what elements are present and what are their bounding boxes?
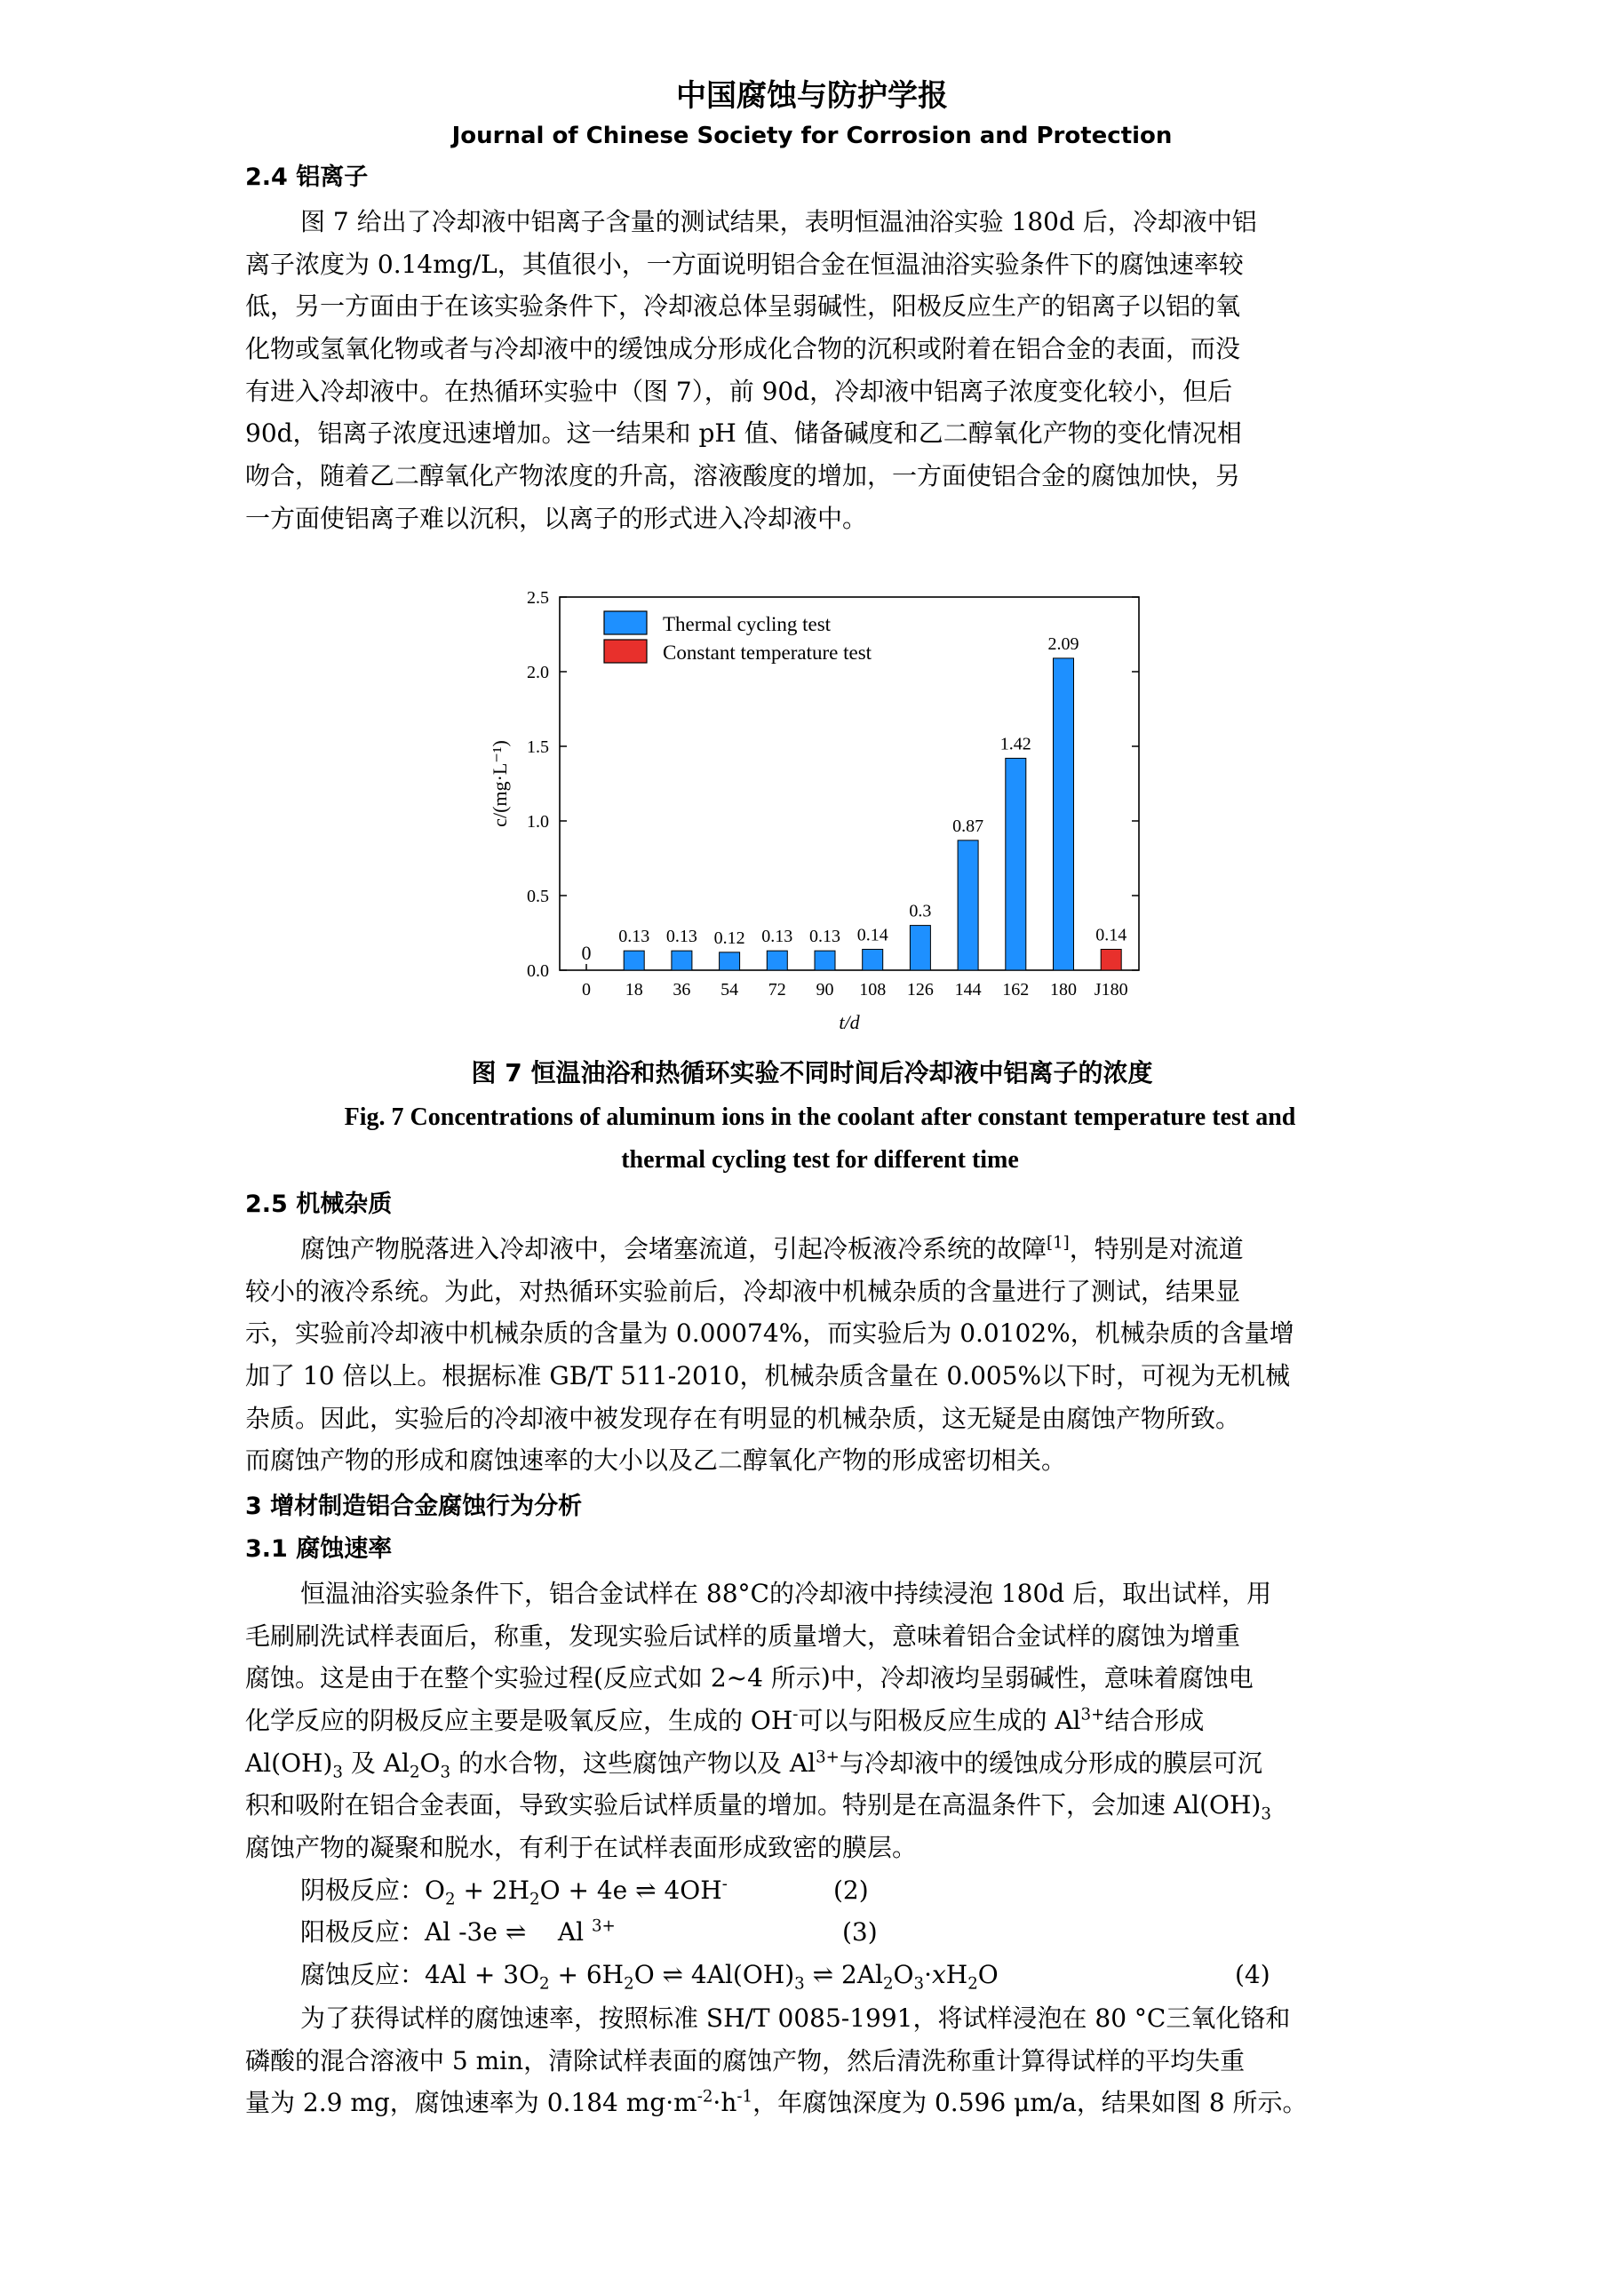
- x-tick-label: 72: [768, 980, 786, 1000]
- legend-swatch-thermal: [604, 611, 647, 634]
- figure-7-bar-chart: [480, 577, 1173, 1039]
- legend-swatch-constant: [604, 640, 647, 663]
- text-segment: 及 Al: [342, 1748, 410, 1778]
- data-label: 0.13: [665, 927, 697, 947]
- text-segment: O: [419, 1748, 441, 1778]
- subscript: 3: [913, 1974, 925, 1994]
- data-label: 0.13: [761, 927, 793, 947]
- text-line: 示，实验前冷却液中机械杂质的含量为 0.00074%，而实验后为 0.0102%，机械杂质的含量增: [245, 1318, 1294, 1349]
- text-line: 而腐蚀产物的形成和腐蚀速率的大小以及乙二醇氧化产物的形成密切相关。: [245, 1446, 1067, 1476]
- y-axis-label: c/(mg·L⁻¹): [489, 740, 511, 827]
- equation-text: O: [893, 1960, 914, 1989]
- data-label: 0: [581, 942, 592, 964]
- equation-text: 阳极反应：Al -3e ⇌ Al: [300, 1917, 592, 1947]
- text-line: 杂质。因此，实验后的冷却液中被发现存在有明显的机械杂质，这无疑是由腐蚀产物所致。: [245, 1403, 1241, 1433]
- superscript: -: [721, 1875, 728, 1894]
- subscript: 3: [440, 1763, 451, 1782]
- text-line: 离子浓度为 0.14mg/L，其值很小，一方面说明铝合金在恒温油浴实验条件下的腐蚀速率较: [245, 249, 1244, 279]
- equation-text: x: [932, 1960, 946, 1989]
- text-line: 吻合，随着乙二醇氧化产物浓度的升高，溶液酸度的增加，一方面使铝合金的腐蚀加快，另: [245, 461, 1241, 491]
- superscript: 3+: [816, 1748, 840, 1767]
- text-segment: 结合形成: [1104, 1706, 1205, 1736]
- text-segment: 与冷却液中的缓蚀成分形成的膜层可沉: [839, 1748, 1262, 1778]
- subscript: 2: [529, 1890, 540, 1909]
- text-segment: 量为 2.9 mg，腐蚀速率为 0.184 mg·m: [245, 2088, 697, 2118]
- equation-text: H: [945, 1960, 968, 1989]
- text-line: 化物或氢氧化物或者与冷却液中的缓蚀成分形成化合物的沉积或附着在铝合金的表面，而没: [245, 334, 1241, 364]
- figure-caption-cn: 图 7 恒温油浴和热循环实验不同时间后冷却液中铝离子的浓度: [471, 1058, 1153, 1087]
- y-tick-label: 0.5: [527, 887, 549, 906]
- section-heading-2-4: 2.4 铝离子: [245, 163, 369, 191]
- equation-text: 腐蚀反应：4Al + 3O: [300, 1960, 540, 1989]
- legend-label-constant: Constant temperature test: [663, 641, 872, 664]
- text-segment: 的水合物，这些腐蚀产物以及 Al: [450, 1748, 816, 1778]
- data-label: 0.12: [713, 928, 745, 948]
- figure-caption-en: [245, 1096, 1395, 1182]
- x-tick-label: J180: [1094, 980, 1128, 1000]
- section-3-1-body: [245, 1573, 1395, 1869]
- bar: [815, 951, 835, 970]
- subscript: 2: [444, 1890, 456, 1909]
- subscript: 2: [967, 1974, 978, 1994]
- x-tick-label: 18: [625, 980, 643, 1000]
- subscript: 2: [539, 1974, 550, 1994]
- text-line: 腐蚀。这是由于在整个实验过程(反应式如 2~4 所示)中，冷却液均呈弱碱性，意味着腐蚀电: [245, 1663, 1254, 1693]
- bar: [1054, 658, 1074, 970]
- text-segment: ，特别是对流道: [1069, 1234, 1244, 1263]
- x-tick-label: 108: [859, 980, 887, 1000]
- bar: [672, 951, 692, 970]
- chart-legend: [604, 611, 872, 664]
- text-line: 有进入冷却液中。在热循环实验中（图 7），前 90d，冷却液中铝离子浓度变化较小，但后: [245, 376, 1233, 406]
- legend-label-thermal: Thermal cycling test: [663, 613, 832, 635]
- bar: [720, 952, 740, 970]
- text-line: 图 7 给出了冷却液中铝离子含量的测试结果，表明恒温油浴实验 180d 后，冷却液中铝: [300, 207, 1257, 236]
- subscript: 2: [409, 1763, 420, 1782]
- equation-text: + 6H: [549, 1960, 625, 1989]
- data-label: 2.09: [1047, 633, 1079, 654]
- y-tick-label: 2.5: [527, 588, 549, 608]
- equation-text: ·: [924, 1960, 932, 1989]
- x-tick-label: 36: [673, 980, 691, 1000]
- text-line: 恒温油浴实验条件下，铝合金试样在 88°C的冷却液中持续浸泡 180d 后，取出试样，用: [300, 1579, 1272, 1608]
- bar: [863, 949, 883, 970]
- x-tick-label: 144: [954, 980, 982, 1000]
- y-tick-label: 1.5: [527, 737, 549, 757]
- text-segment: 化学反应的阴极反应主要是吸氧反应，生成的 OH: [245, 1706, 793, 1736]
- text-line: [245, 1700, 1395, 1742]
- superscript: -: [792, 1705, 799, 1724]
- data-label: 0.14: [1095, 925, 1127, 945]
- text-line: 毛刷刷洗试样表面后，称重，发现实验后试样的质量增大，意味着铝合金试样的腐蚀为增重: [245, 1621, 1241, 1651]
- text-segment: 可以与阳极反应生成的 Al: [798, 1706, 1081, 1736]
- subscript: 3: [1261, 1805, 1271, 1825]
- subscript: 3: [794, 1974, 805, 1994]
- x-tick-label: 0: [582, 980, 591, 1000]
- bar: [958, 840, 978, 970]
- journal-title-cn: 中国腐蚀与防护学报: [676, 78, 948, 114]
- section-heading-3-1: 3.1 腐蚀速率: [245, 1535, 393, 1563]
- data-label: 0.14: [856, 925, 888, 945]
- journal-title-en: Journal of Chinese Society for Corrosion and Protection: [451, 123, 1173, 149]
- text-line: 一方面使铝离子难以沉积，以离子的形式进入冷却液中。: [245, 503, 868, 533]
- subscript: 3: [332, 1763, 343, 1782]
- text-segment: 积和吸附在铝合金表面，导致实验后试样质量的增加。特别是在高温条件下，会加速 Al(OH): [245, 1790, 1262, 1820]
- section-heading-2-5: 2.5 机械杂质: [245, 1191, 393, 1218]
- citation-ref[interactable]: [1]: [1047, 1233, 1070, 1253]
- bar: [1006, 758, 1026, 970]
- text-line: 加了 10 倍以上。根据标准 GB/T 511-2010，机械杂质含量在 0.005%以下时，可视为无机械: [245, 1361, 1291, 1391]
- text-line: 90d，铝离子浓度迅速增加。这一结果和 pH 值、储备碱度和乙二醇氧化产物的变化情况相: [245, 418, 1242, 449]
- data-label: 0.13: [809, 927, 840, 947]
- text-line: 腐蚀产物的凝聚和脱水，有利于在试样表面形成致密的膜层。: [245, 1833, 918, 1863]
- equation-text: + 2H: [455, 1876, 530, 1905]
- text-line: 为了获得试样的腐蚀速率，按照标准 SH/T 0085-1991，将试样浸泡在 80 °C三氧化铬和: [300, 2003, 1291, 2033]
- caption-en-line-1: Fig. 7 Concentrations of aluminum ions in the coolant after constant temperature test and: [344, 1103, 1296, 1131]
- text-line: [245, 1228, 1395, 1270]
- x-tick-label: 54: [720, 980, 739, 1000]
- bar: [624, 951, 644, 970]
- text-line: [245, 1742, 1395, 1785]
- superscript: -1: [736, 2088, 753, 2107]
- superscript: 3+: [1080, 1705, 1105, 1724]
- equation-text: 阴极反应：O: [300, 1876, 445, 1905]
- bar: [767, 951, 787, 970]
- bar: [1101, 949, 1121, 970]
- y-tick-label: 1.0: [527, 812, 549, 832]
- text-line: 磷酸的混合溶液中 5 min，清除试样表面的腐蚀产物，然后清洗称重计算得试样的平均失重: [245, 2045, 1246, 2075]
- text-line: 较小的液冷系统。为此，对热循环实验前后，冷却液中机械杂质的含量进行了测试，结果显: [245, 1276, 1241, 1306]
- caption-en-line-2: thermal cycling test for different time: [621, 1146, 1019, 1174]
- equation-3: [300, 1911, 616, 1954]
- equation-4: [300, 1954, 999, 1996]
- equation-2: [300, 1869, 728, 1912]
- y-tick-label: 0.0: [527, 961, 549, 981]
- text-line: [245, 1784, 1395, 1827]
- section-2-5-body: [245, 1228, 1395, 1482]
- equation-text: O ⇌ 4Al(OH): [633, 1960, 795, 1989]
- text-segment: ，年腐蚀深度为 0.596 μm/a，结果如图 8 所示。: [752, 2088, 1308, 2118]
- equation-text: O: [977, 1960, 999, 1989]
- data-label: 0.87: [952, 816, 984, 836]
- text-segment: Al(OH): [245, 1748, 333, 1778]
- x-axis-label: t/d: [839, 1011, 860, 1033]
- x-tick-label: 162: [1002, 980, 1030, 1000]
- x-tick-label: 126: [906, 980, 934, 1000]
- data-label: 0.13: [618, 927, 650, 947]
- equation-text: ⇌ 2Al: [804, 1960, 883, 1989]
- x-tick-label: 90: [816, 980, 834, 1000]
- bar: [910, 926, 930, 970]
- text-line: 低，另一方面由于在该实验条件下，冷却液总体呈弱碱性，阳极反应生产的铝离子以铝的氧: [245, 291, 1241, 322]
- text-line: [245, 2082, 1395, 2124]
- subscript: 2: [882, 1974, 894, 1994]
- equation-text: O + 4e ⇌ 4OH: [539, 1876, 722, 1905]
- data-label: 1.42: [999, 734, 1031, 754]
- data-label: 0.3: [909, 901, 932, 921]
- equation-number-3: (3): [842, 1917, 878, 1947]
- text-segment: 腐蚀产物脱落进入冷却液中，会堵塞流道，引起冷板液冷系统的故障: [300, 1234, 1047, 1263]
- section-2-4-body: [245, 201, 1395, 540]
- subscript: 2: [624, 1974, 634, 1994]
- equation-number-4: (4): [1235, 1960, 1270, 1989]
- y-tick-label: 2.0: [527, 663, 549, 682]
- superscript: 3+: [591, 1916, 616, 1936]
- x-tick-label: 180: [1050, 980, 1077, 1000]
- equation-number-2: (2): [833, 1876, 869, 1905]
- section-3-1-body-cont: [245, 1997, 1395, 2124]
- superscript: -2: [697, 2088, 713, 2107]
- section-heading-3: 3 增材制造铝合金腐蚀行为分析: [245, 1493, 583, 1520]
- text-segment: ·h: [712, 2088, 737, 2118]
